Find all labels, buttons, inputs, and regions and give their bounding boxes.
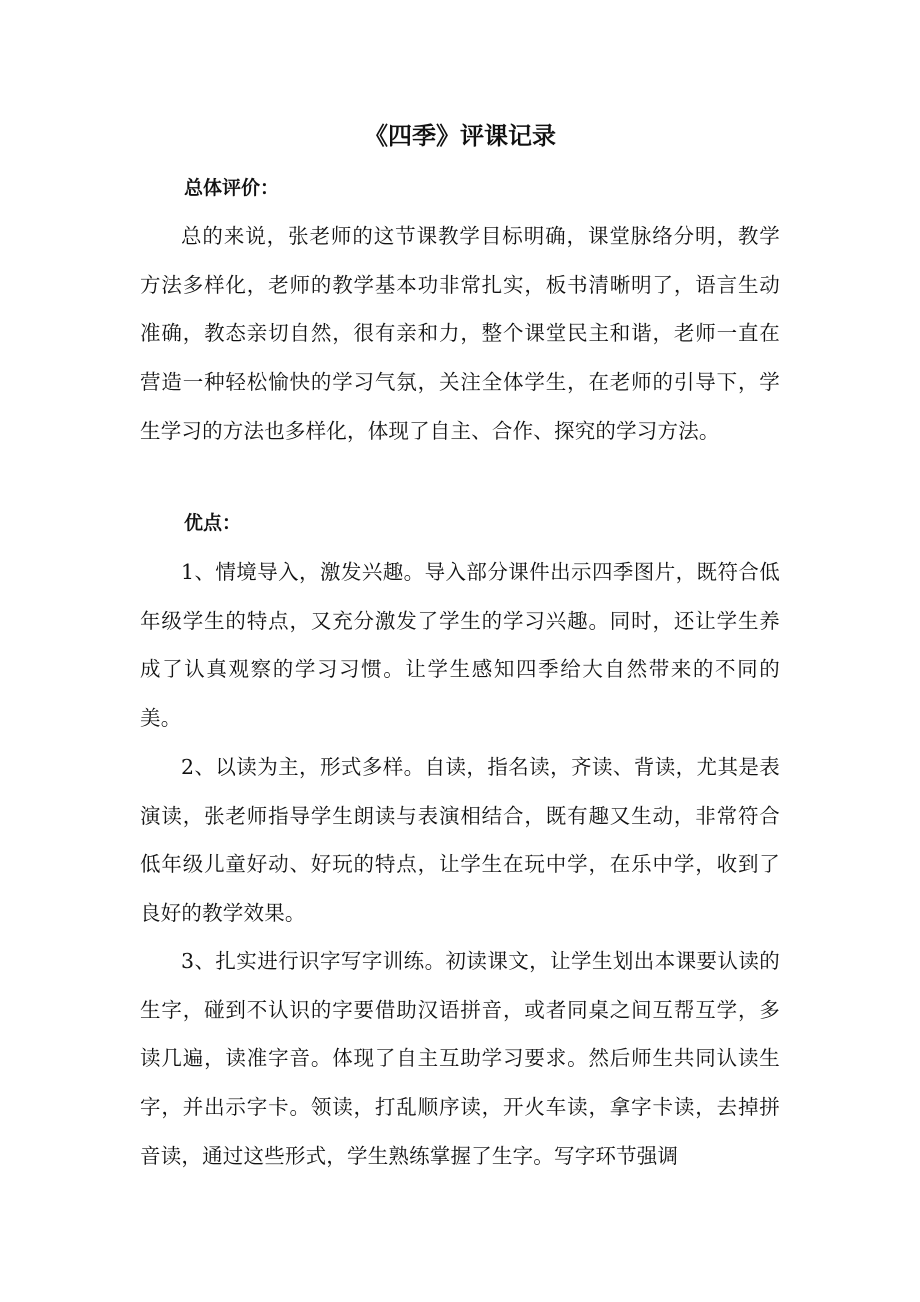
overall-evaluation-heading: 总体评价： xyxy=(184,177,280,199)
strengths-heading: 优点： xyxy=(184,512,242,534)
document-title: 《四季》评课记录 xyxy=(364,121,556,150)
strength-point-1: 1、情境导入，激发兴趣。导入部分课件出示四季图片，既符合低年级学生的特点，又充分激发了学生的学习兴趣。同时，还让学生养成了认真观察的学习习惯。让学生感知四季给大自然带来的不同的美。 xyxy=(140,560,780,731)
overall-evaluation-paragraph: 总的来说，张老师的这节课教学目标明确，课堂脉络分明，教学方法多样化，老师的教学基本功非常扎实，板书清晰明了，语言生动准确，教态亲切自然，很有亲和力，整个课堂民主和谐，老师一直在营造一种轻松愉快的学习气氛，关注全体学生，在老师的引导下，学生学习的方法也多样化，体现了自主、合作、探究的学习方法。 xyxy=(140,224,780,443)
strength-point-3: 3、扎实进行识字写字训练。初读课文，让学生划出本课要认读的生字，碰到不认识的字要借助汉语拼音，或者同桌之间互帮互学，多读几遍，读准字音。体现了自主互助学习要求。然后师生共同认读生字，并出示字卡。领读，打乱顺序读，开火车读，拿字卡读，去掉拼音读，通过这些形式，学生熟练掌握了生字。写字环节强调 xyxy=(140,949,780,1168)
strength-point-2: 2、以读为主，形式多样。自读，指名读，齐读、背读，尤其是表演读，张老师指导学生朗读与表演相结合，既有趣又生动，非常符合低年级儿童好动、好玩的特点，让学生在玩中学，在乐中学，收到了良好的教学效果。 xyxy=(140,755,780,926)
